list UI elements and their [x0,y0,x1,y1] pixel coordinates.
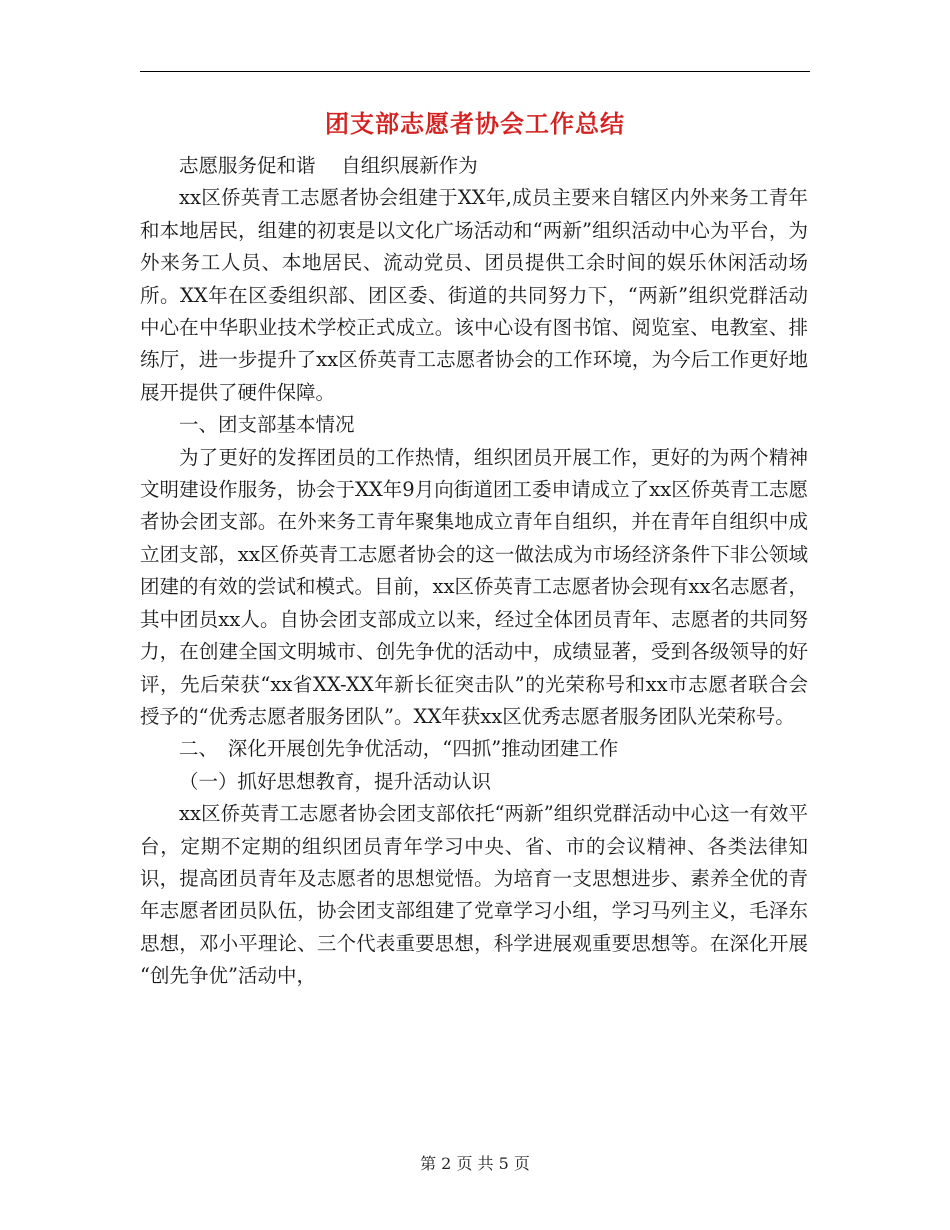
document-body [140,150,808,993]
section-heading-1: 一、团支部基本情况 [179,413,355,437]
page-number-footer: 第 2 页 共 5 页 [420,1154,530,1173]
document-title: 团支部志愿者协会工作总结 [325,109,625,138]
subtitle-paragraph: 志愿服务促和谐 自组织展新作为 [179,154,478,177]
header-rule [140,71,810,72]
section-heading-2: 二、 深化开展创先争优活动，“四抓”推动团建工作 [179,737,619,761]
subsection-heading-1: （一）抓好思想教育，提升活动认识 [179,769,492,793]
intro-paragraph: xx区侨英青工志愿者协会组建于XX年,成员主要来自辖区内外来务工青年和本地居民，组建的初衷是以文化广场活动和“两新”组织活动中心为平台，为外来务工人员、本地居民、流动党员、团员提供工余时间的娱乐休闲活动场所。XX年在区委组织部、团区委、街道的共同努力下，“两新”组织党群活动中心在中华职业技术学校正式成立。该中心设有图书馆、阅览室、电教室、排练厅，进一步提升了xx区侨英青工志愿者协会的工作环境，为今后工作更好地展开提供了硬件保障。 [140,186,808,404]
section-1-paragraph: 为了更好的发挥团员的工作热情，组织团员开展工作，更好的为两个精神文明建设作服务，协会于XX年9月向街道团工委申请成立了xx区侨英青工志愿者协会团支部。在外来务工青年聚集地成立青年自组织，并在青年自组织中成立团支部，xx区侨英青工志愿者协会的这一做法成为市场经济条件下非公领域团建的有效的尝试和模式。目前，xx区侨英青工志愿者协会现有xx名志愿者，其中团员xx人。自协会团支部成立以来，经过全体团员青年、志愿者的共同努力，在创建全国文明城市、创先争优的活动中，成绩显著，受到各级领导的好评，先后荣获“xx省XX-XX年新长征突击队”的光荣称号和xx市志愿者联合会授予的“优秀志愿者服务团队”。XX年获xx区优秀志愿者服务团队光荣称号。 [140,445,808,728]
subsection-1-paragraph: xx区侨英青工志愿者协会团支部依托“两新”组织党群活动中心这一有效平台，定期不定期的组织团员青年学习中央、省、市的会议精神、各类法律知识，提高团员青年及志愿者的思想觉悟。为培育一支思想进步、素养全优的青年志愿者团员队伍，协会团支部组建了党章学习小组，学习马列主义，毛泽东思想，邓小平理论、三个代表重要思想，科学进展观重要思想等。在深化开展 “创先争优”活动中， [140,802,808,988]
